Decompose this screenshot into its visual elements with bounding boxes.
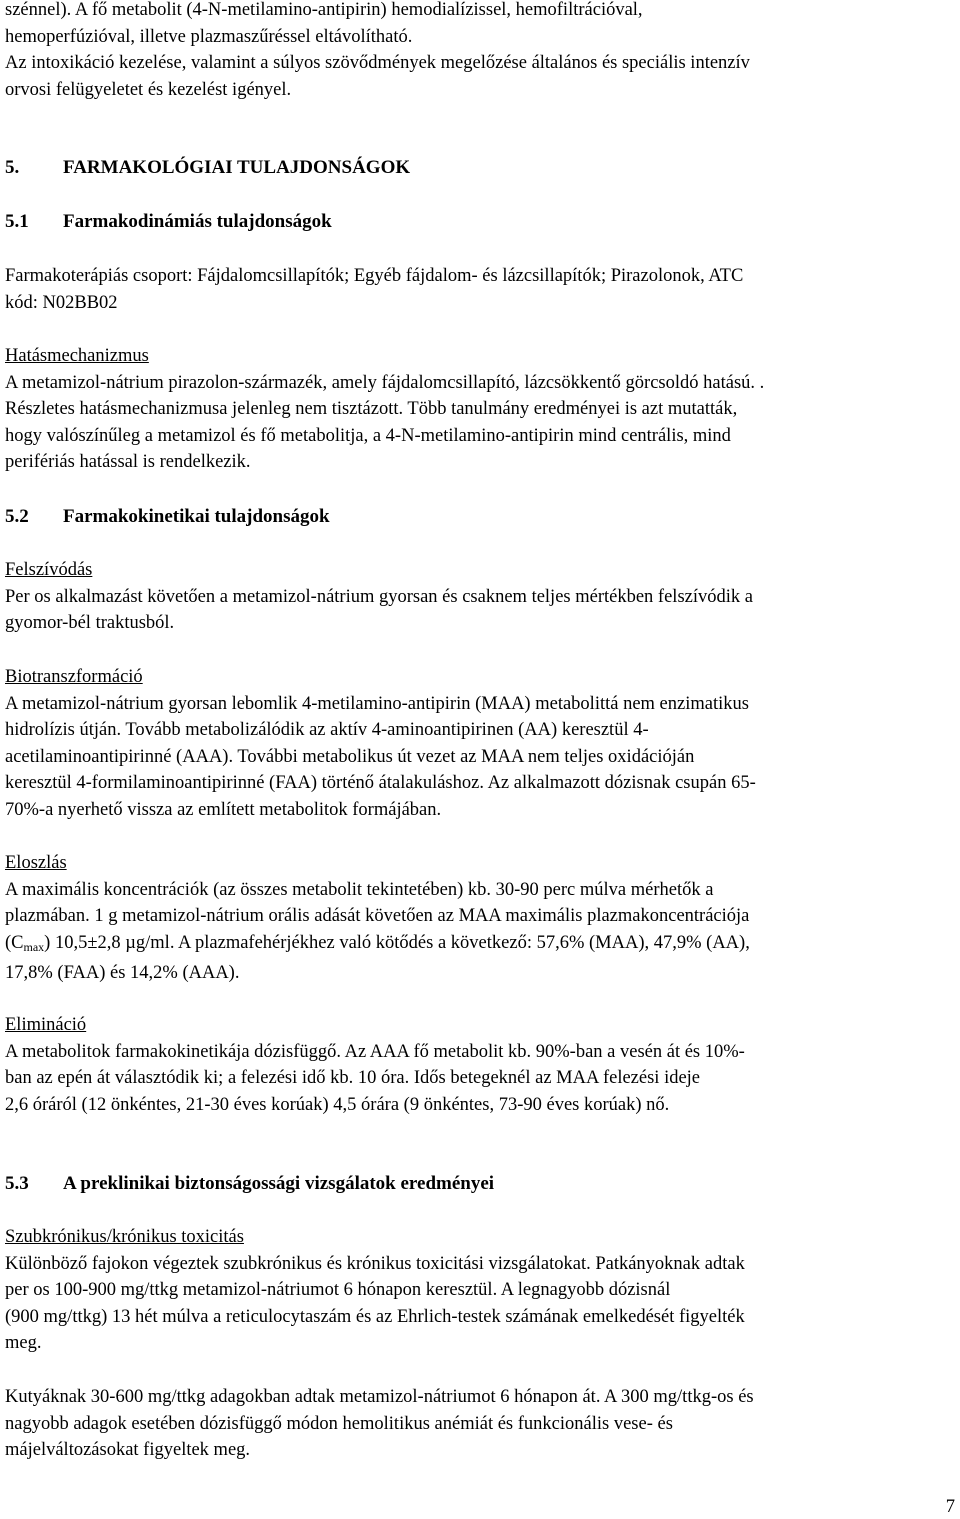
text-line: A metamizol-nátrium pirazolon-származék, amely fájdalomcsillapító, lázcsökkentő görcsoldó hatású. .	[5, 372, 765, 393]
mechanism-block	[5, 343, 943, 476]
intro-paragraph	[5, 0, 943, 103]
cmax-prefix: (C	[5, 932, 24, 953]
text-line: hogy valószínűleg a metamizol és fő metabolitja, a 4-N-metilamino-antipirin mind centrális, mind	[5, 425, 731, 446]
elimination-heading: Elimináció	[5, 1015, 87, 1035]
text-line: meg.	[5, 1333, 42, 1353]
text-line: nagyobb adagok esetében dózisfüggő módon hemolitikus anémiát és funkcionális vese- és	[5, 1413, 673, 1434]
text-line: Részletes hatásmechanizmusa jelenleg nem tisztázott. Több tanulmány eredményei is azt mutatták,	[5, 399, 738, 419]
section-5-heading	[5, 155, 943, 182]
section-number: 5.2	[5, 506, 29, 527]
text-line: keresztül 4-formilaminoantipirinné (FAA) történő átalakuláshoz. Az alkalmazott dózisnak csupán 65-	[5, 773, 756, 793]
section-5-1-heading	[5, 209, 943, 236]
section-number: 5.1	[5, 211, 29, 232]
biotransformation-block	[5, 664, 943, 823]
cmax-text: ) 10,5±2,8 µg/ml. A plazmafehérjékhez való kötődés a következő: 57,6% (MAA), 47,9% (AA),	[44, 932, 750, 953]
text-line: 17,8% (FAA) és 14,2% (AAA).	[5, 963, 240, 983]
text-line: A maximális koncentrációk (az összes metabolit tekintetében) kb. 30-90 perc múlva mérhetők a	[5, 879, 714, 900]
section-title: FARMAKOLÓGIAI TULAJDONSÁGOK	[63, 157, 411, 178]
cmax-subscript: max	[23, 939, 45, 954]
section-5-3-heading	[5, 1171, 943, 1198]
dogs-paragraph	[5, 1384, 943, 1464]
distribution-block	[5, 850, 943, 987]
toxicity-block	[5, 1224, 943, 1357]
text-line: A metamizol-nátrium gyorsan lebomlik 4-metilamino-antipirin (MAA) metabolittá nem enzimatikus	[5, 693, 749, 714]
text-line: hidrolízis útján. Tovább metabolizálódik az aktív 4-aminoantipirinen (AA) keresztül 4-	[5, 720, 649, 740]
section-title: Farmakokinetikai tulajdonságok	[63, 506, 330, 527]
text-line: szénnel). A fő metabolit (4-N-metilamino-antipirin) hemodialízissel, hemofiltrációval,	[5, 0, 643, 20]
text-line: Farmakoterápiás csoport: Fájdalomcsillapítók; Egyéb fájdalom- és lázcsillapítók; Pirazolonok, ATC	[5, 266, 744, 286]
text-line: kód: N02BB02	[5, 292, 118, 313]
text-line: plazmában. 1 g metamizol-nátrium orális adását követően az MAA maximális plazmakoncentrációja	[5, 906, 750, 926]
text-line: perifériás hatással is rendelkezik.	[5, 452, 251, 472]
text-line: májelváltozásokat figyeltek meg.	[5, 1440, 251, 1460]
absorption-heading: Felszívódás	[5, 560, 93, 580]
section-title: A preklinikai biztonságossági vizsgálatok eredményei	[63, 1173, 495, 1194]
text-line: per os 100-900 mg/ttkg metamizol-nátriumot 6 hónapon keresztül. A legnagyobb dózisnál	[5, 1280, 671, 1300]
mechanism-heading: Hatásmechanizmus	[5, 346, 149, 366]
section-number: 5.	[5, 157, 20, 178]
text-line: gyomor-bél traktusból.	[5, 613, 175, 633]
text-line: acetilaminoantipirinné (AAA). További metabolikus út vezet az MAA nem teljes oxidációján	[5, 746, 695, 767]
elimination-block	[5, 1012, 943, 1118]
text-line: A metabolitok farmakokinetikája dózisfüggő. Az AAA fő metabolit kb. 90%-ban a vesén át és 10%-	[5, 1041, 745, 1062]
pharmacotherapeutic-group	[5, 263, 943, 316]
text-line: ban az epén át választódik ki; a felezési idő kb. 10 óra. Idős betegeknél az MAA felezési ideje	[5, 1068, 701, 1088]
section-number: 5.3	[5, 1173, 29, 1194]
absorption-block	[5, 557, 943, 637]
text-line: Különböző fajokon végeztek szubkrónikus és krónikus toxicitási vizsgálatokat. Patkányoknak adtak	[5, 1253, 745, 1274]
text-line: orvosi felügyeletet és kezelést igényel.	[5, 79, 292, 100]
text-line	[5, 930, 943, 961]
section-title: Farmakodinámiás tulajdonságok	[63, 211, 332, 232]
text-line: (900 mg/ttkg) 13 hét múlva a reticulocytaszám és az Ehrlich-testek számának emelkedését figyelték	[5, 1306, 745, 1327]
page-number: 7	[945, 1497, 955, 1517]
text-line: Per os alkalmazást követően a metamizol-nátrium gyorsan és csaknem teljes mértékben felszívódik a	[5, 586, 753, 607]
toxicity-heading: Szubkrónikus/krónikus toxicitás	[5, 1227, 244, 1247]
biotransformation-heading: Biotranszformáció	[5, 667, 143, 687]
text-line: 2,6 óráról (12 önkéntes, 21-30 éves korúak) 4,5 órára (9 önkéntes, 73-90 éves korúak) nő.	[5, 1094, 670, 1115]
distribution-heading: Eloszlás	[5, 853, 67, 873]
text-line: 70%-a nyerhető vissza az említett metabolitok formájában.	[5, 799, 442, 820]
section-5-2-heading	[5, 504, 943, 531]
text-line: Az intoxikáció kezelése, valamint a súlyos szövődmények megelőzése általános és speciális intenzív	[5, 53, 750, 73]
text-line: Kutyáknak 30-600 mg/ttkg adagokban adtak metamizol-nátriumot 6 hónapon át. A 300 mg/ttkg-os és	[5, 1387, 754, 1407]
text-line: hemoperfúzióval, illetve plazmaszűréssel eltávolítható.	[5, 26, 413, 47]
